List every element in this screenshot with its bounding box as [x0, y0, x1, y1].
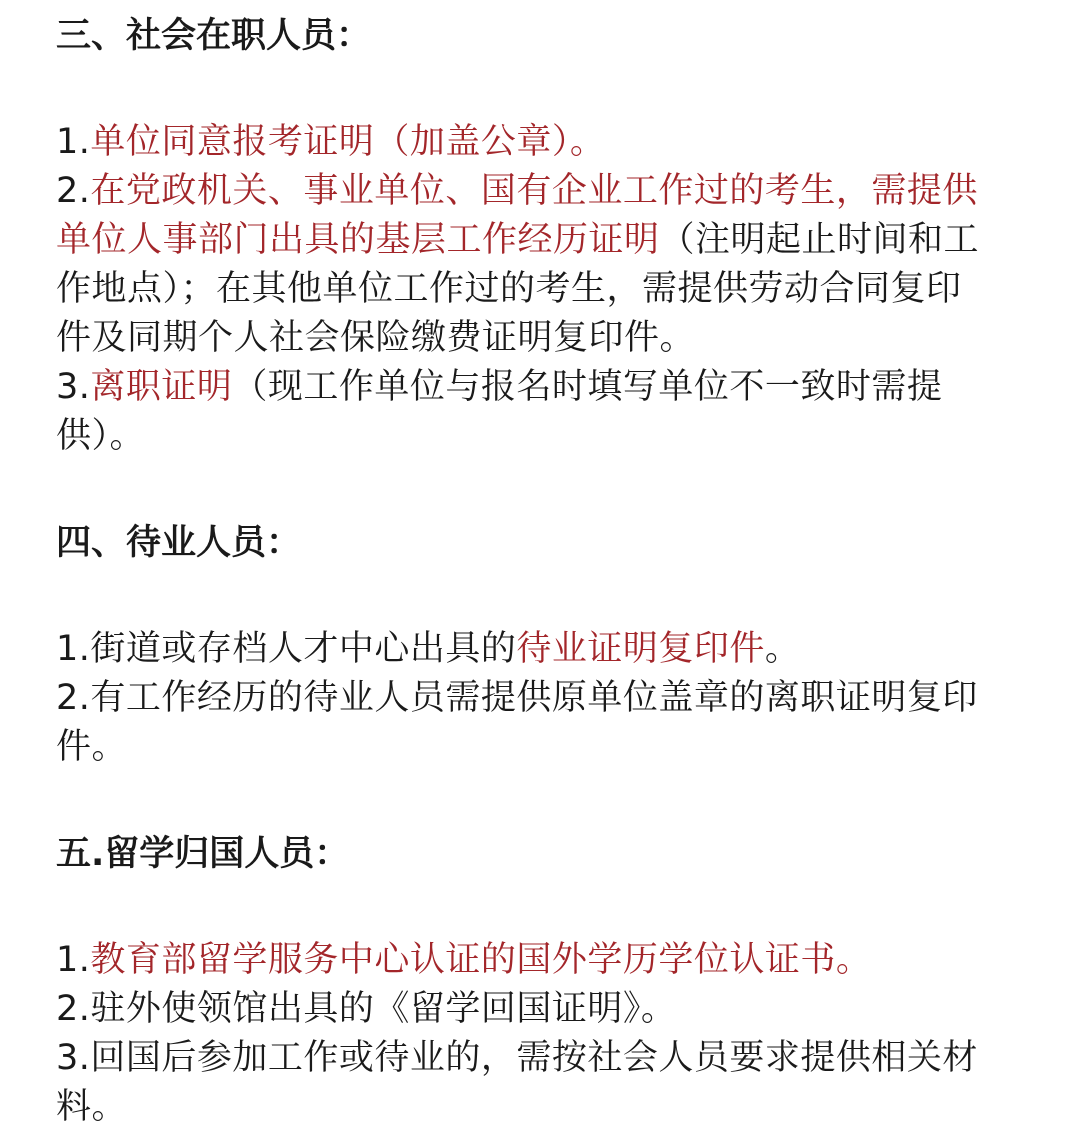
s3-item-2-line-2 — [56, 216, 1040, 265]
s3-item-2-rest: （注明起止时间和工 — [659, 220, 980, 260]
s4-item-2-line-1: 2.有工作经历的待业人员需提供原单位盖章的离职证明复印 — [56, 678, 978, 718]
s3-item-3-line-1 — [56, 363, 1040, 412]
section-4-list — [56, 625, 1040, 772]
s3-item-2-line-1 — [56, 167, 1040, 216]
section-5-heading: 五.留学归国人员： — [56, 834, 350, 874]
s5-item-2: 2.驻外使领馆出具的《留学回国证明》。 — [56, 989, 677, 1029]
s5-item-1-num: 1. — [56, 940, 91, 980]
s3-item-3-num: 3. — [56, 367, 91, 407]
s3-item-3-red: 离职证明 — [90, 367, 233, 407]
s4-item-1-red: 待业证明复印件 — [516, 629, 765, 669]
s3-item-2-line-3: 作地点）；在其他单位工作过的考生，需提供劳动合同复印 — [56, 269, 962, 309]
s5-item-3-line-2: 料。 — [56, 1087, 128, 1127]
section-3-heading: 三、社会在职人员： — [56, 16, 372, 56]
s3-item-3-rest: （现工作单位与报名时填写单位不一致时需提 — [232, 367, 943, 407]
section-5-list — [56, 936, 1040, 1132]
s3-item-1-text: 单位同意报考证明（加盖公章）。 — [90, 122, 606, 162]
s5-item-1 — [56, 936, 1040, 985]
s3-item-1-num: 1. — [56, 122, 91, 162]
s3-item-2-red-2: 单位人事部门出具的基层工作经历证明 — [56, 220, 660, 260]
s4-item-2-line-2: 件。 — [56, 727, 128, 767]
section-3-list — [56, 118, 1040, 461]
s3-item-2-red-1: 在党政机关、事业单位、国有企业工作过的考生，需提供 — [90, 171, 978, 211]
s3-item-2-line-4: 件及同期个人社会保险缴费证明复印件。 — [56, 318, 696, 358]
s4-item-1 — [56, 625, 1040, 674]
s5-item-3-line-1: 3.回国后参加工作或待业的，需按社会人员要求提供相关材 — [56, 1038, 978, 1078]
s3-item-3-line-2: 供）。 — [56, 416, 146, 456]
s5-item-1-red: 教育部留学服务中心认证的国外学历学位认证书。 — [90, 940, 872, 980]
document — [0, 12, 1080, 1127]
s4-item-1-prefix: 1.街道或存档人才中心出具的 — [56, 629, 517, 669]
s4-item-1-suffix: 。 — [764, 629, 801, 669]
s3-item-1 — [56, 118, 1040, 167]
section-4-heading: 四、待业人员： — [56, 523, 302, 563]
s3-item-2-num: 2. — [56, 171, 91, 211]
